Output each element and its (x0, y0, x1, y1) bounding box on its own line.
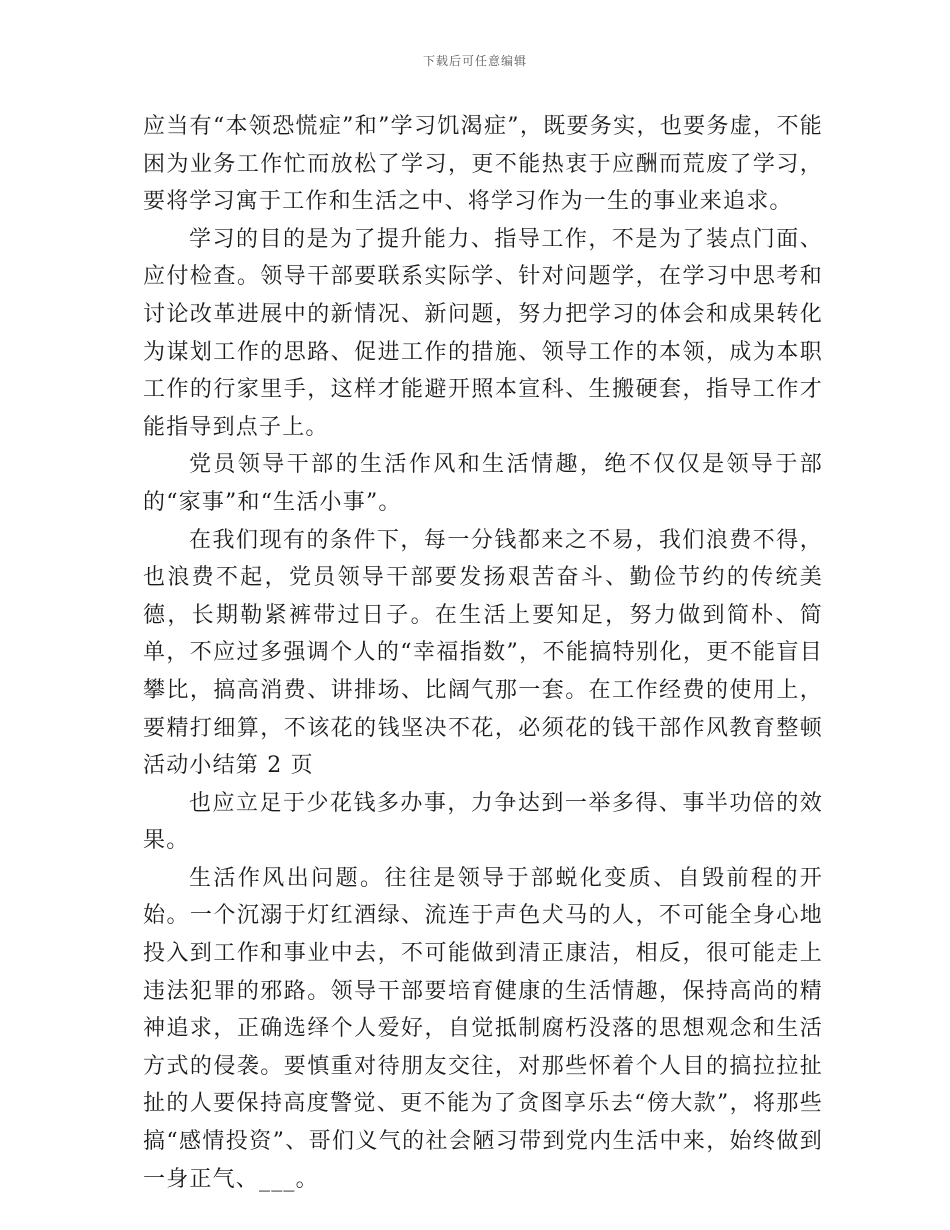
document-body (143, 108, 823, 1198)
paragraph: 生活作风出问题。往往是领导于部蜕化变质、自毁前程的开始。一个沉溺于灯红酒绿、流连于声色犬马的人，不可能全身心地投入到工作和事业中去，不可能做到清正康洁，相反，很可能走上违法犯罪的邪路。领导干部要培育健康的生活情趣，保持高尚的精神追求，正确选绎个人爱好，自觉抵制腐朽没落的思想观念和生活方式的侵袭。要慎重对待朋友交往，对那些怀着个人目的搞拉拉扯扯的人要保持高度警觉、更不能为了贪图享乐去“傍大款”，将那些搞“感情投资”、哥们义气的社会陋习带到党内生活中来，始终做到一身正气、___。 (143, 865, 823, 1192)
paragraph: 应当有“本领恐慌症”和”学习饥渴症”，既要务实，也要务虚，不能困为业务工作忙而放松了学习，更不能热衷于应酬而荒废了学习，要将学习寓于工作和生活之中、将学习作为一生的事业来追求。 (143, 114, 823, 215)
page-header: 下载后可任意编辑 (422, 54, 527, 68)
paragraph: 学习的目的是为了提升能力、指导工作，不是为了装点门面、应付检查。领导干部要联系实际学、针对问题学，在学习中思考和讨论改革进展中的新情况、新问题，努力把学习的体会和成果转化为谋划工作的思路、促进工作的措施、领导工作的本领，成为本职工作的行家里手，这样才能避开照本宣科、生搬硬套，指导工作才能指导到点子上。 (143, 226, 823, 440)
paragraph: 也应立足于少花钱多办事，力争达到一举多得、事半功倍的效果。 (143, 790, 823, 854)
paragraph: 党员领导干部的生活作风和生活情趣，绝不仅仅是领导于部的“家事”和“生活小事”。 (143, 452, 823, 515)
paragraph: 在我们现有的条件下，每一分钱都来之不易，我们浪费不得，也浪费不起，党员领导干部要发扬艰苦奋斗、勤俭节约的传统美德，长期勒紧裤带过日子。在生活上要知足，努力做到简朴、简单，不应过多强调个人的“幸福指数”，不能搞特别化，更不能盲目攀比，搞高消费、讲排场、比阔气那一套。在工作经费的使用上，要精打细算，不该花的钱坚决不花，必须花的钱干部作风教育整顿活动小结第 2 页 (143, 527, 823, 779)
